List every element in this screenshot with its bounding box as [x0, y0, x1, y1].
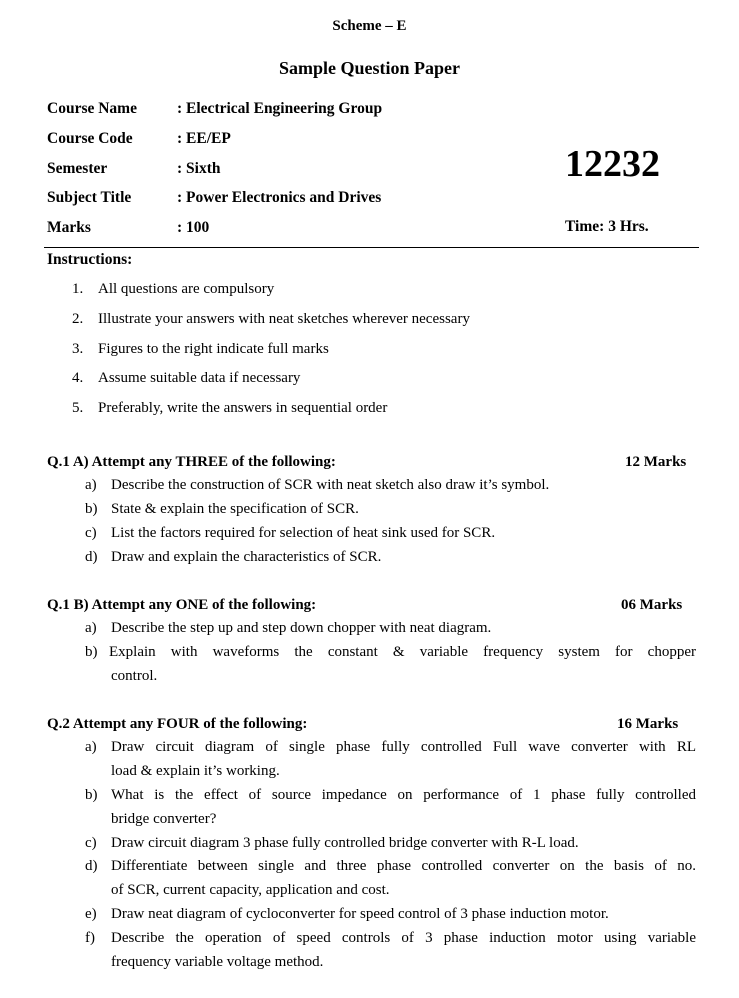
instruction-text: Figures to the right indicate full marks [98, 341, 329, 357]
q2-heading: Q.2 Attempt any FOUR of the following: [47, 716, 308, 732]
instruction-text: All questions are compulsory [98, 281, 275, 297]
instruction-number: 4. [72, 370, 84, 386]
marks-label: Marks [47, 219, 91, 236]
question-text-continued: bridge converter? [111, 811, 217, 827]
question-text: Explain with waveforms the constant & variable frequency system for chopper [109, 644, 696, 660]
question-text-continued: frequency variable voltage method. [111, 954, 324, 970]
question-text-continued: load & explain it’s working. [111, 763, 280, 779]
item-label: c) [85, 835, 97, 851]
item-label: a) [85, 477, 97, 493]
question-text-continued: control. [111, 668, 158, 684]
item-label: d) [85, 858, 98, 874]
subject-title-label: Subject Title [47, 189, 132, 206]
item-label: e) [85, 906, 97, 922]
question-text: What is the effect of source impedance on performance of 1 phase fully controlled [111, 787, 696, 803]
item-label: b) [85, 644, 98, 660]
item-label: c) [85, 525, 97, 541]
question-text-continued: of SCR, current capacity, application and cost. [111, 882, 390, 898]
instruction-number: 1. [72, 281, 84, 297]
subject-title-value: : Power Electronics and Drives [177, 189, 382, 206]
instruction-text: Assume suitable data if necessary [98, 370, 301, 386]
item-label: b) [85, 787, 98, 803]
instruction-text: Illustrate your answers with neat sketches wherever necessary [98, 311, 470, 327]
header-divider [44, 247, 699, 248]
course-name-value: : Electrical Engineering Group [177, 100, 383, 117]
course-code-label: Course Code [47, 130, 133, 147]
question-text: Describe the construction of SCR with neat sketch also draw it’s symbol. [111, 477, 550, 493]
question-text: Describe the operation of speed controls of 3 phase induction motor using variable [111, 930, 696, 946]
question-text: List the factors required for selection of heat sink used for SCR. [111, 525, 496, 541]
question-text: Differentiate between single and three phase controlled converter on the basis of no. [111, 858, 696, 874]
time-duration: Time: 3 Hrs. [565, 218, 649, 235]
question-text: Describe the step up and step down chopper with neat diagram. [111, 620, 492, 636]
q1b-marks: 06 Marks [621, 597, 683, 613]
item-label: f) [85, 930, 95, 946]
item-label: a) [85, 620, 97, 636]
instruction-number: 5. [72, 400, 84, 416]
item-label: a) [85, 739, 97, 755]
instruction-text: Preferably, write the answers in sequential order [98, 400, 388, 416]
course-code-value: : EE/EP [177, 130, 231, 147]
course-name-label: Course Name [47, 100, 137, 117]
semester-value: : Sixth [177, 160, 221, 177]
instructions-heading: Instructions: [47, 251, 133, 268]
paper-title: Sample Question Paper [278, 58, 460, 78]
item-label: d) [85, 549, 98, 565]
semester-label: Semester [47, 160, 108, 177]
instruction-number: 3. [72, 341, 84, 357]
question-text: Draw circuit diagram 3 phase fully controlled bridge converter with R-L load. [111, 835, 579, 851]
q1a-marks: 12 Marks [625, 454, 687, 470]
question-text: Draw circuit diagram of single phase fully controlled Full wave converter with RL [111, 739, 696, 755]
q1a-heading: Q.1 A) Attempt any THREE of the following: [47, 454, 336, 470]
q2-marks: 16 Marks [617, 716, 679, 732]
scheme-label: Scheme – E [332, 18, 407, 34]
paper-code: 12232 [565, 143, 660, 185]
instruction-number: 2. [72, 311, 84, 327]
question-text: Draw neat diagram of cycloconverter for speed control of 3 phase induction motor. [111, 906, 609, 922]
item-label: b) [85, 501, 98, 517]
q1b-heading: Q.1 B) Attempt any ONE of the following: [47, 597, 317, 613]
question-text: State & explain the specification of SCR. [111, 501, 359, 517]
marks-value: : 100 [177, 219, 210, 236]
question-text: Draw and explain the characteristics of SCR. [111, 549, 382, 565]
